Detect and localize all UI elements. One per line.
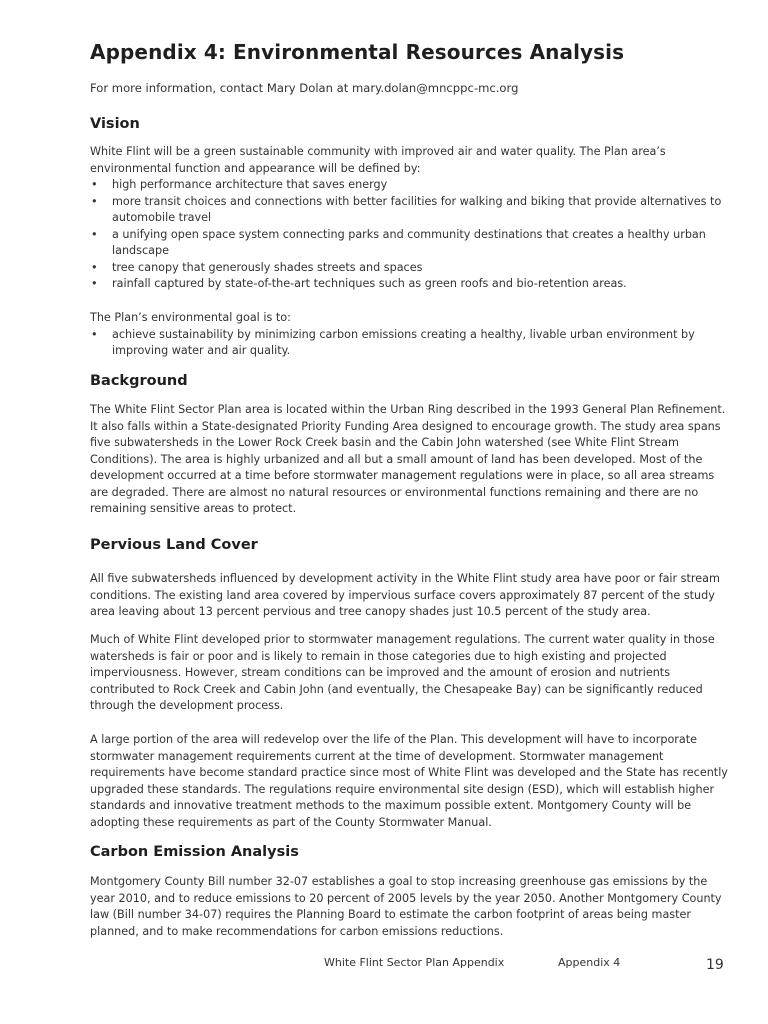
goal-bullet-list	[90, 327, 730, 360]
list-item: • tree canopy that generously shades streets and spaces	[90, 260, 730, 277]
contact-line: For more information, contact Mary Dolan at mary.dolan@mncppc-mc.org	[90, 81, 519, 95]
background-heading: Background	[90, 373, 188, 389]
vision-bullet-list	[90, 177, 730, 293]
bullet-icon: •	[91, 260, 98, 274]
page-title: Appendix 4: Environmental Resources Analysis	[90, 40, 625, 64]
list-item: • achieve sustainability by minimizing carbon emissions creating a healthy, livable urban environment by improving water and air quality.	[91, 327, 695, 357]
vision-heading: Vision	[90, 116, 140, 132]
background-text: The White Flint Sector Plan area is located within the Urban Ring described in the 1993 General Plan Refinement. It also falls within a State-designated Priority Funding Area designed to encourage growth. The study area spans five subwatersheds in the Lower Rock Creek basin and the Cabin John watershed (see White Flint Stream Conditions). The area is highly urbanized and all but a small amount of land has been developed. Most of the development occurred at a time before stormwater management regulations were in place, so all area streams are degraded. There are almost no natural resources or environmental functions remaining and there are no remaining sensitive areas to protect.	[90, 403, 726, 515]
pervious-p3: A large portion of the area will redevelop over the life of the Plan. This development will have to incorporate stormwater management requirements current at the time of development. Stormwater management requirements have become standard practice since most of White Flint was developed and the State has recently upgraded these standards. The regulations require environmental site design (ESD), which will establish higher standards and innovative treatment methods to the maximum possible extent. Montgomery County will be adopting these requirements as part of the County Stormwater Manual.	[90, 733, 728, 829]
background-section	[90, 402, 730, 518]
bullet-icon: •	[91, 277, 98, 290]
footer-section-label: Appendix 4	[558, 956, 621, 969]
carbon-text: Montgomery County Bill number 32-07 establishes a goal to stop increasing greenhouse gas emissions by the year 2010, and to reduce emissions to 20 percent of 2005 levels by the year 2050. Another Montgomery County law (Bill number 34-07) requires the Planning Board to estimate the carbon footprint of areas being master planned, and to make recommendations for carbon emissions reductions.	[90, 875, 722, 938]
bullet-icon: •	[91, 178, 98, 191]
list-item: • high performance architecture that saves energy	[90, 177, 730, 194]
vision-section	[90, 144, 730, 293]
vision-intro: White Flint will be a green sustainable community with improved air and water quality. The Plan area’s environmental function and appearance will be defined by:	[90, 145, 666, 175]
page-number: 19	[706, 957, 724, 973]
carbon-heading: Carbon Emission Analysis	[90, 844, 299, 860]
goal-intro: The Plan’s environmental goal is to:	[90, 311, 291, 324]
bullet-icon: •	[91, 327, 98, 341]
goal-section	[90, 310, 730, 360]
pervious-p2: Much of White Flint developed prior to stormwater management regulations. The current water quality in those watersheds is fair or poor and is likely to remain in those categories due to high existing and projected imperviousness. However, stream conditions can be improved and the amount of erosion and nutrients contributed to Rock Creek and Cabin John (and eventually, the Chesapeake Bay) can be significantly reduced through the development process.	[90, 633, 715, 712]
bullet-icon: •	[91, 227, 98, 241]
list-item: • more transit choices and connections with better facilities for walking and biking that provide alternatives to automobile travel	[91, 194, 722, 224]
carbon-section	[90, 874, 730, 940]
footer-document-title: White Flint Sector Plan Appendix	[324, 956, 505, 969]
list-item: • a unifying open space system connecting parks and community destinations that creates a healthy urban landscape	[91, 227, 706, 257]
list-item: • rainfall captured by state-of-the-art techniques such as green roofs and bio-retention areas.	[90, 276, 730, 293]
pervious-heading: Pervious Land Cover	[90, 537, 258, 553]
bullet-icon: •	[91, 194, 98, 208]
pervious-p1: All five subwatersheds influenced by development activity in the White Flint study area have poor or fair stream conditions. The existing land area covered by impervious surface covers approximately 87 percent of the study area leaving about 13 percent pervious and tree canopy shades just 10.5 percent of the study area.	[90, 572, 720, 618]
